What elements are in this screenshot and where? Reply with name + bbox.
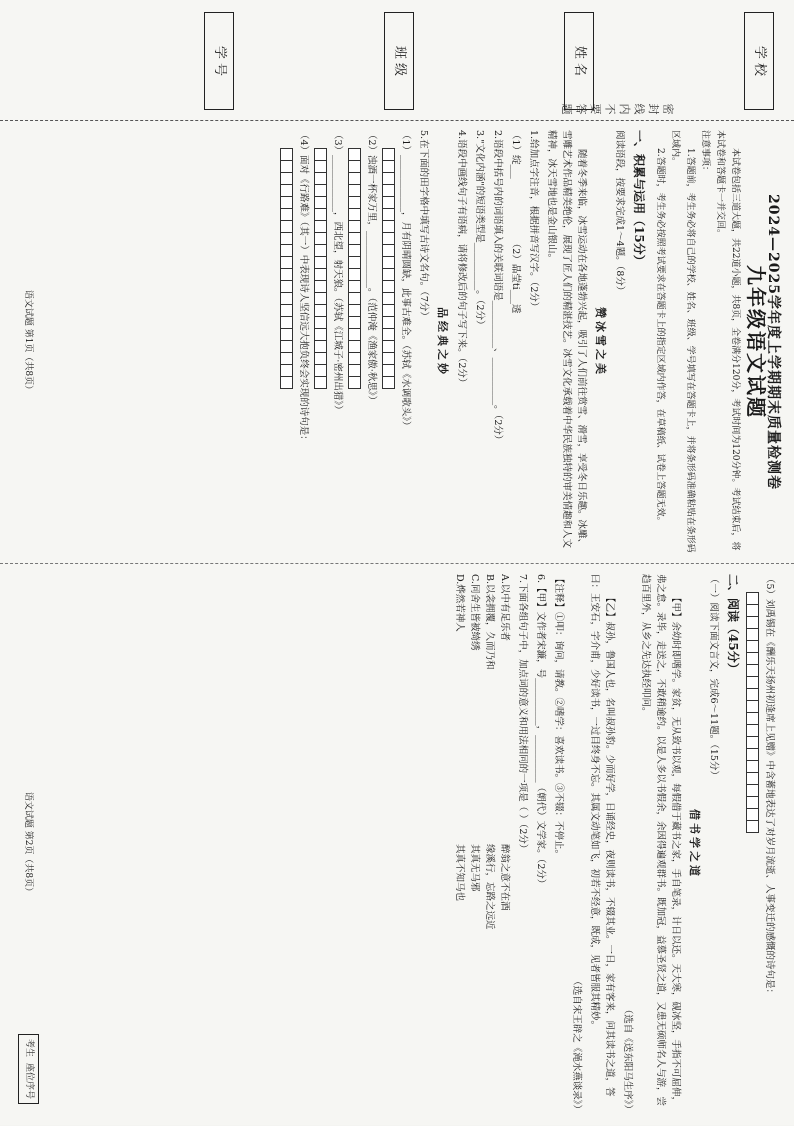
class-box[interactable]: 班 级 [384,12,414,110]
question-1b[interactable]: （2）晶莹ti___透 [510,238,521,314]
option-a-pair: 醉翁之意不在酒 [499,844,510,911]
passage-jia-source: （选自《送东阳马生序》） [622,1004,633,1114]
question-5d: （4）面对《行路难》（其一）中表现诗人坚信远大抱负终会实现的诗句是： [298,130,309,445]
option-a[interactable]: A.以中有足乐者 [499,574,510,641]
section-1-title: 一、积累与运用（15分） [632,130,646,267]
passage-text: 随着冬季来临，冰雪运动在各地蓬勃兴起，吸引了人们前往赏雪、滑雪，享受冬日乐趣。冰雕、雪雕艺术作品精美绝伦，展现了匠人们的精湛技艺。冰雪文化承载着中华民族独特的审美情趣和人文精神，冰天雪地也是金山银山。 [546,130,587,549]
question-7[interactable]: 7.下面各组句子中，加点词的意义和用法相同的一项是（ ）（2分） [517,574,528,854]
page-one-content [10,130,780,554]
passage-yi-text: 叔孙，鲁国人也，名叫叔孙豹。少而好学，日诵经史，夜则读书，不辍其业。一日，家有客来，问其读书之道，答曰：王安石，字介甫，少好读书，一过目终身不忘。其属文动笔如飞，初若不经意，既成，见者皆服其精妙。 [589,574,615,1097]
classical-passage-title: 借书学之道 [688,809,701,879]
question-2[interactable]: 2.语段中括号内的词语填入的关联词语是__________、__________。（2分） [492,130,503,445]
question-1a[interactable]: （1）绽___ [510,130,521,179]
answer-cell[interactable] [746,820,759,833]
note-1: 1.答题前，考生务必将自己的学校、姓名、班级、学号填写在答题卡上，并将条形码准确粘贴在条形码区域内。 [670,130,695,553]
question-5c: （3）____________，西北望，射天狼。（苏轼《江城子·密州出猎》） [332,130,343,415]
passage-yi-label: 【乙】 [604,593,615,622]
id-box[interactable]: 学 号 [204,12,234,110]
seat-label: 考生 [24,1038,34,1057]
classic-title: 品经典之妙 [436,307,449,377]
gloss-notes: 【注释】①叩：询问，请教。②嗜学：喜欢读书。③不辍：不停止。 [553,574,564,860]
answer-grid-5e[interactable] [746,592,759,1114]
binding-strip [0,0,794,121]
seat-number-label: 座位序号 [24,1062,34,1099]
subsection-1: （一）阅读下面文言文，完成6～11题。（15分） [708,574,719,780]
name-box[interactable]: 姓 名 [564,12,594,110]
exam-subject: 九年级语文试题 [744,265,768,419]
question-1: 1.给加点字注音，根据拼音写汉字。（2分） [528,130,539,312]
cut-line-text: 密 封 线 内 不 要 答 题 [561,102,674,115]
note-2: 2.答题时，考生务必按照考试要求在答题卡上的指定区域内作答，在草稿纸、试卷上答题无效。 [655,148,665,526]
option-d[interactable]: D.烨然若神人 [454,574,465,632]
question-5: 5.在下面的田字格中填写古诗文名句。（7分） [418,130,429,321]
answer-grid-5b[interactable] [348,148,361,554]
passage-jia-text: 余幼时即嗜学。家贫，无从致书以观，每假借于藏书之家，手自笔录，计日以还。天大寒，砚冰坚，手指不可屈伸，弗之怠。录毕，走送之，不敢稍逾约。以是人多以书假余，余因得遍观群书。既加冠，益慕圣贤之道，又患无硕师名人与游，尝趋百里外，从乡之先达执经叩问。 [640,574,681,1107]
answer-cell[interactable] [382,376,395,389]
option-c-pair: 其真无马邪 [469,844,480,892]
option-b[interactable]: B.以衾拥覆，久而乃和 [484,574,495,670]
page-two [0,563,794,1126]
answer-grid-5a[interactable] [382,148,395,554]
question-7-options [452,574,512,1114]
question-5e: （5）刘禹锡在《酬乐天扬州初逢席上见赠》中含蓄地表达了对岁月流逝、人事变迁的感慨的诗句是： [764,574,775,999]
question-3[interactable]: 3."文化内涵"的短语类型是__________。（2分） [474,130,485,330]
answer-cell[interactable] [348,376,361,389]
school-box[interactable]: 学 校 [744,12,774,110]
question-5b: （2）浊酒一杯家万里，____________。（范仲淹《渔家傲·秋思》） [366,130,377,406]
question-4[interactable]: 4.语段中画线句子有语病，请将修改后的句子写下来。（2分） [456,130,467,388]
option-b-pair: 缘溪行，忘路之远近 [484,844,495,930]
page-one [0,0,794,562]
exam-intro: 本试卷包括三道大题，共22道小题，共8页，全卷满分120分，考试时间为120分钟。考试结束后，将本试卷和答题卡一并交回。 [715,130,740,551]
reading-intro: 阅读语段，按要求完成1～4题。（8分） [614,130,625,296]
option-d-pair: 其真不知马也 [454,844,465,902]
question-5a: （1）____________，月有阴晴圆缺，此事古难全。（苏轼《水调歌头》） [400,130,411,431]
option-c[interactable]: C.同舍生皆被绮绣 [469,574,480,651]
exam-title: 2024—2025学年度上学期期末质量检测卷 [765,194,781,490]
question-6[interactable]: 6.【甲】文作者宋濂，号__________，__________（朝代）文学家。（2分） [535,574,546,889]
answer-grid-5c[interactable] [314,148,327,554]
passage-jia-label: 【甲】 [670,593,681,622]
section-2-title: 二、阅读（45分） [726,574,740,675]
page-one-footer: 语文试题 第1页（共8页） [23,289,33,395]
page-two-content [10,574,780,1114]
answer-cell[interactable] [314,376,327,389]
page-two-footer: 语文试题 第2页（共8页） [23,791,33,897]
passage-title: 赞冰雪之美 [594,307,607,377]
notes-title: 注意事项： [700,130,710,176]
answer-cell[interactable] [280,376,293,389]
seat-number-box[interactable] [18,1034,39,1104]
passage-yi-source: （选自宋王辟之《渑水燕谈录》） [571,976,582,1114]
answer-grid-5d[interactable] [280,148,293,554]
